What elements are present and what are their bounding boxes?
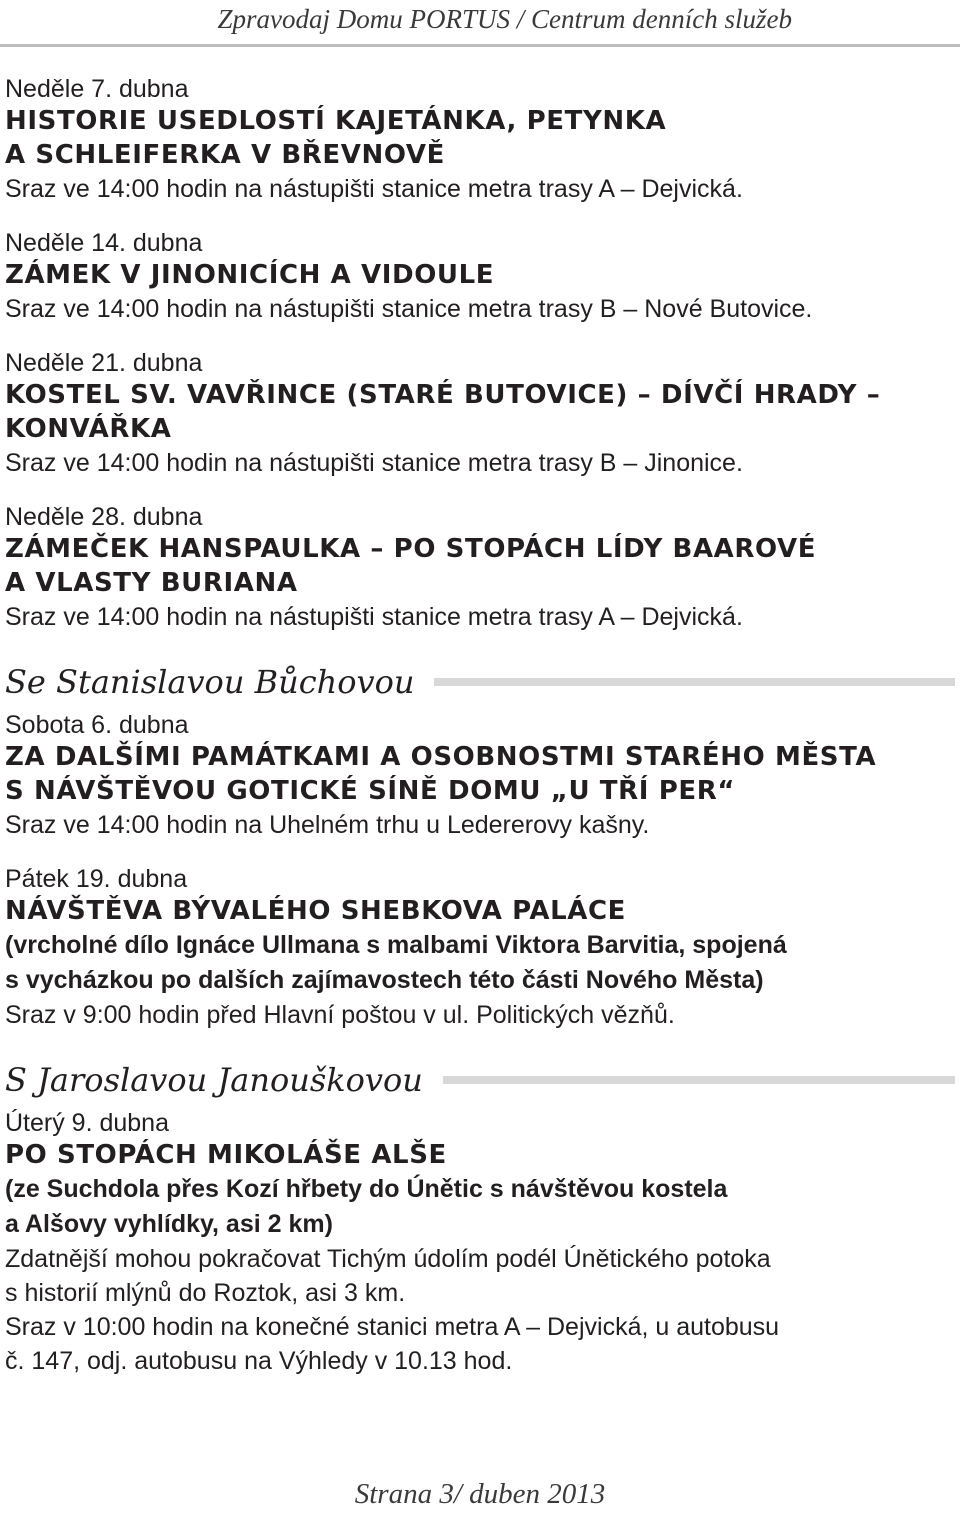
section-divider (434, 678, 955, 686)
event-item (5, 710, 955, 842)
event-note: s historií mlýnů do Roztok, asi 3 km. (5, 1279, 406, 1307)
event-date: Sobota 6. dubna (5, 711, 189, 739)
event-note: Zdatnější mohou pokračovat Tichým údolím podél Únětického potoka (5, 1245, 771, 1273)
event-title: ZA DALŠÍMI PAMÁTKAMI A OSOBNOSTMI STARÉHO MĚSTA (5, 742, 877, 772)
event-title: HISTORIE USEDLOSTÍ KAJETÁNKA, PETYNKA (5, 106, 667, 136)
event-date: Neděle 21. dubna (5, 349, 203, 377)
event-title: ZÁMEK V JINONICÍCH A VIDOULE (5, 260, 495, 290)
event-description: (ze Suchdola přes Kozí hřbety do Únětic s návštěvou kostela (5, 1175, 728, 1203)
event-date: Pátek 19. dubna (5, 865, 188, 893)
event-title: PO STOPÁCH MIKOLÁŠE ALŠE (5, 1140, 447, 1170)
event-title: ZÁMEČEK HANSPAULKA – PO STOPÁCH LÍDY BAAROVÉ (5, 534, 817, 564)
event-title: NÁVŠTĚVA BÝVALÉHO SHEBKOVA PALÁCE (5, 896, 627, 926)
events-content (5, 74, 955, 1400)
section-divider (443, 1076, 955, 1084)
event-date: Úterý 9. dubna (5, 1109, 169, 1137)
event-description: (vrcholné dílo Ignáce Ullmana s malbami Viktora Barvitia, spojená (5, 931, 787, 959)
event-title: KONVÁŘKA (5, 414, 172, 444)
event-title: A SCHLEIFERKA V BŘEVNOVĚ (5, 140, 445, 170)
header-divider (0, 44, 960, 47)
event-meeting-point: Sraz ve 14:00 hodin na nástupišti stanice metra trasy A – Dejvická. (5, 175, 743, 203)
event-meeting-point: Sraz ve 14:00 hodin na nástupišti stanice metra trasy B – Jinonice. (5, 449, 743, 477)
event-title: A VLASTY BURIANA (5, 568, 298, 598)
event-meeting-point: Sraz ve 14:00 hodin na Uhelném trhu u Ledererovy kašny. (5, 811, 650, 839)
section-title: S Jaroslavou Janouškovou (5, 1061, 423, 1099)
page-footer: Strana 3/ duben 2013 (354, 1478, 606, 1510)
event-title: KOSTEL SV. VAVŘINCE (STARÉ BUTOVICE) – DÍVČÍ HRADY – (5, 380, 881, 410)
event-meeting-point: Sraz v 9:00 hodin před Hlavní poštou v ul. Politických vězňů. (5, 1001, 675, 1029)
event-description: a Alšovy vyhlídky, asi 2 km) (5, 1210, 333, 1238)
event-description: s vycházkou po dalších zajímavostech této části Nového Města) (5, 966, 764, 994)
event-item (5, 1108, 955, 1378)
event-date: Neděle 28. dubna (5, 503, 203, 531)
event-meeting-point: Sraz ve 14:00 hodin na nástupišti stanice metra trasy A – Dejvická. (5, 603, 743, 631)
section-title: Se Stanislavou Bůchovou (5, 663, 415, 701)
event-meeting-point: Sraz v 10:00 hodin na konečné stanici metra A – Dejvická, u autobusu (5, 1313, 780, 1341)
event-item (5, 74, 955, 206)
event-meeting-point: Sraz ve 14:00 hodin na nástupišti stanice metra trasy B – Nové Butovice. (5, 295, 813, 323)
event-date: Neděle 14. dubna (5, 229, 203, 257)
section-heading-janouskova (5, 1054, 955, 1106)
event-date: Neděle 7. dubna (5, 75, 189, 103)
event-item (5, 864, 955, 1032)
event-item (5, 502, 955, 634)
event-item (5, 228, 955, 326)
event-meeting-point: č. 147, odj. autobusu na Výhledy v 10.13 hod. (5, 1347, 513, 1375)
event-item (5, 348, 955, 480)
newsletter-header: Zpravodaj Domu PORTUS / Centrum denních služeb (217, 4, 792, 34)
section-heading-buchova (5, 656, 955, 708)
event-title: S NÁVŠTĚVOU GOTICKÉ SÍNĚ DOMU „U TŘÍ PER“ (5, 776, 736, 806)
